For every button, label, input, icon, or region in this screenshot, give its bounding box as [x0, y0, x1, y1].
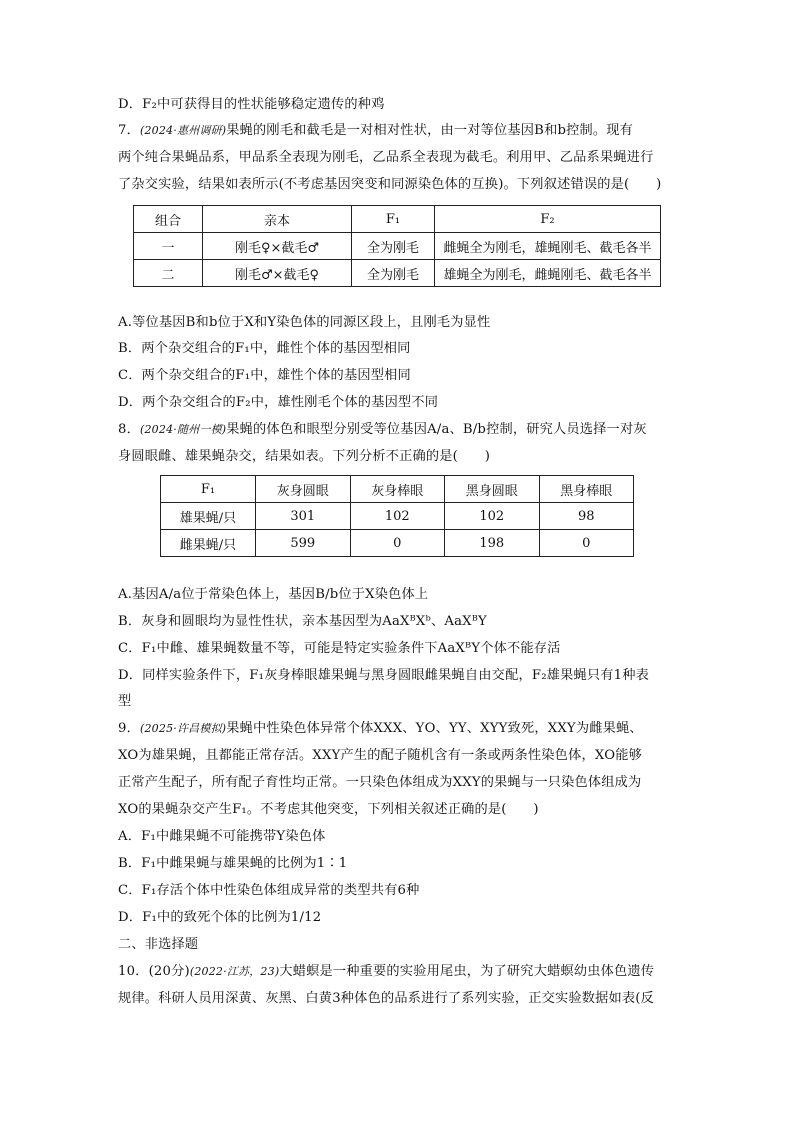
- q7-stem-line-3: 了杂交实验，结果如表所示(不考虑基因突变和同源染色体的互换)。下列叙述错误的是( ): [118, 177, 662, 192]
- q6-option-d: D．F₂中可获得目的性状能够稳定遗传的种鸡: [118, 97, 385, 112]
- q9-stem-line-4: XO的果蝇杂交产生F₁。不考虑其他突变，下列相关叙述正确的是( ): [118, 802, 539, 817]
- section-heading: 二、非选择题: [118, 937, 199, 952]
- q7-stem-line-2: 两个纯合果蝇品系，甲品系全表现为刚毛，乙品系全表现为截毛。利用甲、乙品系果蝇进行: [118, 150, 654, 165]
- q10-stem-1: 大蜡螟是一种重要的实验用尾虫，为了研究大蜡螟幼虫体色遗传: [279, 964, 655, 979]
- q10-stem-line-1: [118, 962, 678, 982]
- q7-table: [133, 205, 661, 287]
- table-cell: 全为刚毛: [352, 233, 435, 260]
- table-header-cell: 黑身圆眼: [445, 476, 540, 503]
- q8-option-c: C．F₁中雌、雄果蝇数量不等，可能是特定实验条件下AaXᴮY个体不能存活: [118, 641, 561, 656]
- q9-option-c: C．F₁存活个体中性染色体组成异常的类型共有6种: [118, 883, 420, 898]
- table-cell: 一: [134, 233, 203, 260]
- table-row: [161, 503, 634, 530]
- q7-stem-1: 果蝇的刚毛和截毛是一对相对性状，由一对等位基因B和b控制。现有: [226, 123, 634, 138]
- q7-source: (2024·惠州调研): [139, 124, 227, 137]
- table-header-cell: F₁: [161, 476, 256, 503]
- table-header-cell: 黑身棒眼: [539, 476, 634, 503]
- table-row: [134, 206, 661, 233]
- q8-table: [160, 475, 634, 557]
- table-cell: 198: [445, 530, 540, 557]
- q8-stem-line-2: 身圆眼雌、雄果蝇杂交，结果如表。下列分析不正确的是( ): [118, 449, 491, 464]
- table-header-cell: 亲本: [203, 206, 352, 233]
- table-cell: 98: [539, 503, 634, 530]
- q8-source: (2024·随州一模): [139, 423, 227, 436]
- table-cell: 二: [134, 260, 203, 287]
- q9-stem-line-1: [118, 719, 678, 739]
- table-header-cell: 灰身圆眼: [256, 476, 351, 503]
- table-row: [161, 530, 634, 557]
- q9-stem-line-2: XO为雄果蝇，且都能正常存活。XXY产生的配子随机含有一条或两条性染色体，XO能够: [118, 748, 642, 763]
- q9-stem-line-3: 正常产生配子，所有配子育性均正常。一只染色体组成为XXY的果蝇与一只染色体组成为: [118, 775, 642, 790]
- q7-option-c: C．两个杂交组合的F₁中，雄性个体的基因型相同: [118, 368, 411, 383]
- q8-number: 8．: [118, 422, 140, 437]
- q9-option-a: A．F₁中雌果蝇不可能携带Y染色体: [118, 829, 326, 844]
- table-row: [134, 233, 661, 260]
- table-cell: 雌蝇全为刚毛，雄蝇刚毛、截毛各半: [435, 233, 661, 260]
- table-cell: 0: [350, 530, 445, 557]
- q10-number: 10．: [118, 964, 149, 979]
- q9-source: (2025·许昌模拟): [139, 722, 227, 735]
- q8-option-a: A.基因A/a位于常染色体上，基因B/b位于X染色体上: [118, 587, 429, 602]
- table-cell: 102: [350, 503, 445, 530]
- q10-stem-line-2: 规律。科研人员用深黄、灰黑、白黄3种体色的品系进行了系列实验，正交实验数据如表(反: [118, 991, 655, 1006]
- table-cell: 102: [445, 503, 540, 530]
- q7-number: 7．: [118, 123, 140, 138]
- table-row: [134, 260, 661, 287]
- q8-option-d-cont: 型: [118, 694, 132, 709]
- table-cell: 刚毛♀×截毛♂: [203, 233, 352, 260]
- q9-stem-1: 果蝇中性染色体异常个体XXX、YO、YY、XYY致死，XXY为雌果蝇、: [226, 721, 643, 736]
- q8-stem-line-1: [118, 420, 678, 440]
- table-cell: 雌果蝇/只: [161, 530, 256, 557]
- q7-option-a: A.等位基因B和b位于X和Y染色体的同源区段上，且刚毛为显性: [118, 315, 491, 330]
- q8-option-b: B．灰身和圆眼均为显性性状，亲本基因型为AaXᴮXᵇ、AaXᴮY: [118, 614, 487, 629]
- q10-source: (2022·江苏，23): [189, 965, 280, 978]
- q7-option-b: B．两个杂交组合的F₁中，雌性个体的基因型相同: [118, 341, 411, 356]
- table-header-cell: F₁: [352, 206, 435, 233]
- table-cell: 雄蝇全为刚毛，雌蝇刚毛、截毛各半: [435, 260, 661, 287]
- table-cell: 599: [256, 530, 351, 557]
- table-header-cell: 组合: [134, 206, 203, 233]
- q9-option-b: B．F₁中雌果蝇与雄果蝇的比例为1∶1: [118, 856, 348, 871]
- q7-option-d: D．两个杂交组合的F₂中，雄性刚毛个体的基因型不同: [118, 395, 439, 410]
- table-cell: 全为刚毛: [352, 260, 435, 287]
- table-header-cell: 灰身棒眼: [350, 476, 445, 503]
- table-cell: 301: [256, 503, 351, 530]
- q9-number: 9．: [118, 721, 140, 736]
- table-cell: 雄果蝇/只: [161, 503, 256, 530]
- q8-stem-1: 果蝇的体色和眼型分别受等位基因A/a、B/b控制，研究人员选择一对灰: [226, 422, 647, 437]
- table-cell: 刚毛♂×截毛♀: [203, 260, 352, 287]
- q8-option-d: D．同样实验条件下，F₁灰身棒眼雄果蝇与黑身圆眼雌果蝇自由交配，F₂雄果蝇只有1种表: [118, 668, 649, 683]
- q10-score: (20分): [148, 964, 190, 979]
- table-header-cell: F₂: [435, 206, 661, 233]
- q7-stem-line-1: [118, 121, 678, 141]
- table-cell: 0: [539, 530, 634, 557]
- table-row: [161, 476, 634, 503]
- q9-option-d: D．F₁中的致死个体的比例为1/12: [118, 910, 322, 925]
